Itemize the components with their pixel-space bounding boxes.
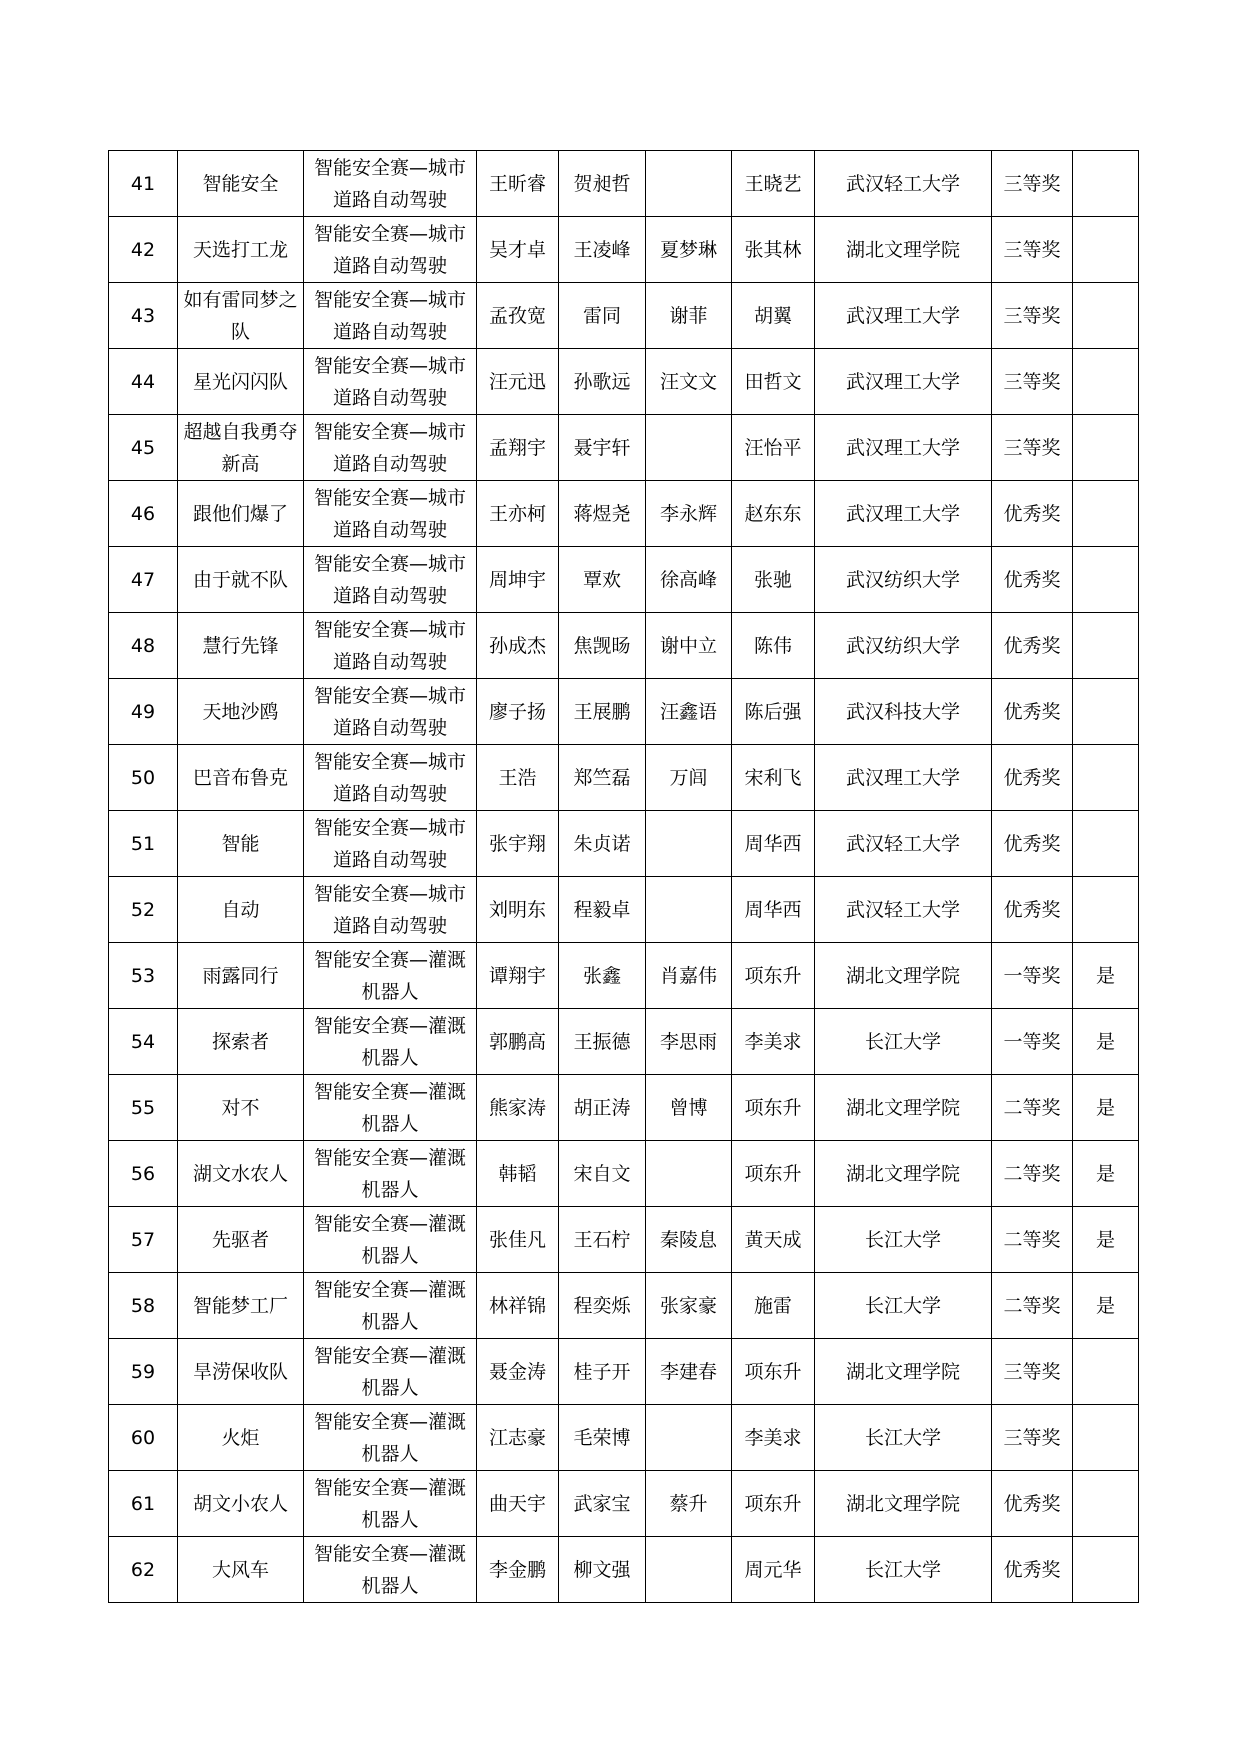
competition-track-cell: 智能安全赛—灌溉机器人 — [304, 1207, 477, 1273]
row-number-cell: 52 — [109, 877, 178, 943]
team-name-cell: 探索者 — [178, 1009, 304, 1075]
advisor-cell: 施雷 — [732, 1273, 815, 1339]
competition-track-cell: 智能安全赛—灌溉机器人 — [304, 1471, 477, 1537]
table-row — [109, 943, 1139, 1009]
row-number-cell: 41 — [109, 151, 178, 217]
school-cell: 湖北文理学院 — [815, 1141, 992, 1207]
member-2-cell: 桂子开 — [559, 1339, 646, 1405]
award-cell: 优秀奖 — [992, 1471, 1073, 1537]
member-3-cell: 夏梦琳 — [646, 217, 732, 283]
award-cell: 优秀奖 — [992, 481, 1073, 547]
table-row — [109, 1537, 1139, 1603]
table-row — [109, 811, 1139, 877]
table-row — [109, 1273, 1139, 1339]
table-row — [109, 1075, 1139, 1141]
table-row — [109, 1405, 1139, 1471]
recommend-flag-cell — [1073, 877, 1139, 943]
member-1-cell: 廖子扬 — [477, 679, 559, 745]
team-name-cell: 智能 — [178, 811, 304, 877]
school-cell: 武汉科技大学 — [815, 679, 992, 745]
team-name-cell: 巴音布鲁克 — [178, 745, 304, 811]
team-name-cell: 自动 — [178, 877, 304, 943]
member-1-cell: 刘明东 — [477, 877, 559, 943]
advisor-cell: 李美求 — [732, 1009, 815, 1075]
table-row — [109, 1141, 1139, 1207]
competition-track-cell: 智能安全赛—灌溉机器人 — [304, 1141, 477, 1207]
recommend-flag-cell — [1073, 1471, 1139, 1537]
member-1-cell: 韩韬 — [477, 1141, 559, 1207]
advisor-cell: 项东升 — [732, 1339, 815, 1405]
award-cell: 二等奖 — [992, 1207, 1073, 1273]
recommend-flag-cell — [1073, 745, 1139, 811]
member-2-cell: 胡正涛 — [559, 1075, 646, 1141]
competition-track-cell: 智能安全赛—城市道路自动驾驶 — [304, 613, 477, 679]
member-2-cell: 焦觊旸 — [559, 613, 646, 679]
award-cell: 优秀奖 — [992, 679, 1073, 745]
member-2-cell: 孙歌远 — [559, 349, 646, 415]
recommend-flag-cell — [1073, 349, 1139, 415]
table-row — [109, 481, 1139, 547]
award-cell: 二等奖 — [992, 1075, 1073, 1141]
member-3-cell — [646, 877, 732, 943]
recommend-flag-cell — [1073, 613, 1139, 679]
table-row — [109, 1339, 1139, 1405]
competition-track-cell: 智能安全赛—灌溉机器人 — [304, 1273, 477, 1339]
competition-track-cell: 智能安全赛—城市道路自动驾驶 — [304, 811, 477, 877]
member-1-cell: 张佳凡 — [477, 1207, 559, 1273]
school-cell: 湖北文理学院 — [815, 217, 992, 283]
competition-track-cell: 智能安全赛—城市道路自动驾驶 — [304, 877, 477, 943]
award-cell: 优秀奖 — [992, 547, 1073, 613]
award-cell: 三等奖 — [992, 217, 1073, 283]
table-row — [109, 349, 1139, 415]
row-number-cell: 57 — [109, 1207, 178, 1273]
competition-track-cell: 智能安全赛—灌溉机器人 — [304, 1405, 477, 1471]
member-2-cell: 郑竺磊 — [559, 745, 646, 811]
school-cell: 武汉理工大学 — [815, 481, 992, 547]
recommend-flag-cell — [1073, 679, 1139, 745]
school-cell: 湖北文理学院 — [815, 1339, 992, 1405]
recommend-flag-cell — [1073, 217, 1139, 283]
member-2-cell: 王振德 — [559, 1009, 646, 1075]
advisor-cell: 胡翼 — [732, 283, 815, 349]
award-cell: 三等奖 — [992, 283, 1073, 349]
member-1-cell: 熊家涛 — [477, 1075, 559, 1141]
recommend-flag-cell — [1073, 811, 1139, 877]
member-2-cell: 程奕烁 — [559, 1273, 646, 1339]
competition-track-cell: 智能安全赛—灌溉机器人 — [304, 1009, 477, 1075]
member-2-cell: 覃欢 — [559, 547, 646, 613]
advisor-cell: 张其林 — [732, 217, 815, 283]
advisor-cell: 黄天成 — [732, 1207, 815, 1273]
advisor-cell: 宋利飞 — [732, 745, 815, 811]
recommend-flag-cell: 是 — [1073, 1207, 1139, 1273]
table-row — [109, 283, 1139, 349]
member-2-cell: 张鑫 — [559, 943, 646, 1009]
table-body — [109, 151, 1139, 1603]
member-3-cell: 汪文文 — [646, 349, 732, 415]
school-cell: 武汉轻工大学 — [815, 811, 992, 877]
team-name-cell: 智能安全 — [178, 151, 304, 217]
school-cell: 长江大学 — [815, 1009, 992, 1075]
member-2-cell: 王石柠 — [559, 1207, 646, 1273]
recommend-flag-cell — [1073, 1405, 1139, 1471]
school-cell: 武汉理工大学 — [815, 745, 992, 811]
team-name-cell: 超越自我勇夺新高 — [178, 415, 304, 481]
member-2-cell: 聂宇轩 — [559, 415, 646, 481]
table-row — [109, 151, 1139, 217]
competition-track-cell: 智能安全赛—城市道路自动驾驶 — [304, 151, 477, 217]
award-cell: 优秀奖 — [992, 877, 1073, 943]
table-row — [109, 877, 1139, 943]
member-3-cell — [646, 1141, 732, 1207]
member-3-cell: 曾博 — [646, 1075, 732, 1141]
member-3-cell: 汪鑫语 — [646, 679, 732, 745]
member-2-cell: 程毅卓 — [559, 877, 646, 943]
advisor-cell: 张驰 — [732, 547, 815, 613]
row-number-cell: 60 — [109, 1405, 178, 1471]
row-number-cell: 59 — [109, 1339, 178, 1405]
advisor-cell: 王晓艺 — [732, 151, 815, 217]
award-cell: 一等奖 — [992, 943, 1073, 1009]
advisor-cell: 周元华 — [732, 1537, 815, 1603]
row-number-cell: 45 — [109, 415, 178, 481]
school-cell: 长江大学 — [815, 1537, 992, 1603]
member-3-cell: 徐高峰 — [646, 547, 732, 613]
award-cell: 三等奖 — [992, 415, 1073, 481]
recommend-flag-cell: 是 — [1073, 1009, 1139, 1075]
table-row — [109, 613, 1139, 679]
award-cell: 优秀奖 — [992, 811, 1073, 877]
row-number-cell: 51 — [109, 811, 178, 877]
member-1-cell: 李金鹏 — [477, 1537, 559, 1603]
recommend-flag-cell: 是 — [1073, 1273, 1139, 1339]
member-1-cell: 孟翔宇 — [477, 415, 559, 481]
row-number-cell: 48 — [109, 613, 178, 679]
school-cell: 武汉纺织大学 — [815, 613, 992, 679]
row-number-cell: 44 — [109, 349, 178, 415]
award-cell: 三等奖 — [992, 151, 1073, 217]
school-cell: 武汉轻工大学 — [815, 151, 992, 217]
advisor-cell: 项东升 — [732, 1075, 815, 1141]
advisor-cell: 陈伟 — [732, 613, 815, 679]
team-name-cell: 智能梦工厂 — [178, 1273, 304, 1339]
advisor-cell: 李美求 — [732, 1405, 815, 1471]
award-cell: 三等奖 — [992, 1339, 1073, 1405]
award-table — [108, 150, 1139, 1603]
member-3-cell: 谢菲 — [646, 283, 732, 349]
member-2-cell: 王凌峰 — [559, 217, 646, 283]
row-number-cell: 56 — [109, 1141, 178, 1207]
member-3-cell — [646, 1405, 732, 1471]
school-cell: 武汉理工大学 — [815, 349, 992, 415]
member-1-cell: 林祥锦 — [477, 1273, 559, 1339]
award-cell: 一等奖 — [992, 1009, 1073, 1075]
recommend-flag-cell — [1073, 547, 1139, 613]
school-cell: 武汉纺织大学 — [815, 547, 992, 613]
row-number-cell: 47 — [109, 547, 178, 613]
recommend-flag-cell — [1073, 1537, 1139, 1603]
team-name-cell: 天地沙鸥 — [178, 679, 304, 745]
team-name-cell: 雨露同行 — [178, 943, 304, 1009]
recommend-flag-cell: 是 — [1073, 1141, 1139, 1207]
award-cell: 优秀奖 — [992, 1537, 1073, 1603]
member-3-cell: 肖嘉伟 — [646, 943, 732, 1009]
competition-track-cell: 智能安全赛—灌溉机器人 — [304, 1537, 477, 1603]
recommend-flag-cell: 是 — [1073, 1075, 1139, 1141]
member-1-cell: 郭鹏高 — [477, 1009, 559, 1075]
advisor-cell: 陈后强 — [732, 679, 815, 745]
member-3-cell: 蔡升 — [646, 1471, 732, 1537]
award-cell: 二等奖 — [992, 1141, 1073, 1207]
member-1-cell: 谭翔宇 — [477, 943, 559, 1009]
member-2-cell: 毛荣博 — [559, 1405, 646, 1471]
member-2-cell: 雷同 — [559, 283, 646, 349]
school-cell: 武汉理工大学 — [815, 415, 992, 481]
advisor-cell: 赵东东 — [732, 481, 815, 547]
school-cell: 长江大学 — [815, 1405, 992, 1471]
row-number-cell: 42 — [109, 217, 178, 283]
team-name-cell: 慧行先锋 — [178, 613, 304, 679]
member-2-cell: 柳文强 — [559, 1537, 646, 1603]
member-1-cell: 曲天宇 — [477, 1471, 559, 1537]
member-1-cell: 王亦柯 — [477, 481, 559, 547]
school-cell: 武汉轻工大学 — [815, 877, 992, 943]
competition-track-cell: 智能安全赛—灌溉机器人 — [304, 1075, 477, 1141]
member-2-cell: 朱贞诺 — [559, 811, 646, 877]
row-number-cell: 61 — [109, 1471, 178, 1537]
recommend-flag-cell — [1073, 415, 1139, 481]
award-cell: 三等奖 — [992, 1405, 1073, 1471]
table-row — [109, 415, 1139, 481]
member-1-cell: 孟孜宽 — [477, 283, 559, 349]
table-row — [109, 1471, 1139, 1537]
competition-track-cell: 智能安全赛—城市道路自动驾驶 — [304, 283, 477, 349]
competition-track-cell: 智能安全赛—城市道路自动驾驶 — [304, 745, 477, 811]
school-cell: 长江大学 — [815, 1273, 992, 1339]
competition-track-cell: 智能安全赛—灌溉机器人 — [304, 1339, 477, 1405]
recommend-flag-cell: 是 — [1073, 943, 1139, 1009]
member-2-cell: 王展鹏 — [559, 679, 646, 745]
recommend-flag-cell — [1073, 283, 1139, 349]
school-cell: 湖北文理学院 — [815, 1075, 992, 1141]
member-2-cell: 贺昶哲 — [559, 151, 646, 217]
member-2-cell: 宋自文 — [559, 1141, 646, 1207]
member-3-cell — [646, 415, 732, 481]
table-row — [109, 1009, 1139, 1075]
table-row — [109, 1207, 1139, 1273]
table-row — [109, 217, 1139, 283]
member-3-cell: 李建春 — [646, 1339, 732, 1405]
member-3-cell: 万闾 — [646, 745, 732, 811]
team-name-cell: 火炬 — [178, 1405, 304, 1471]
advisor-cell: 项东升 — [732, 943, 815, 1009]
table-row — [109, 547, 1139, 613]
award-cell: 优秀奖 — [992, 745, 1073, 811]
member-3-cell: 谢中立 — [646, 613, 732, 679]
competition-track-cell: 智能安全赛—城市道路自动驾驶 — [304, 481, 477, 547]
competition-track-cell: 智能安全赛—城市道路自动驾驶 — [304, 217, 477, 283]
team-name-cell: 湖文水农人 — [178, 1141, 304, 1207]
team-name-cell: 大风车 — [178, 1537, 304, 1603]
member-1-cell: 聂金涛 — [477, 1339, 559, 1405]
member-3-cell — [646, 811, 732, 877]
school-cell: 湖北文理学院 — [815, 943, 992, 1009]
award-cell: 优秀奖 — [992, 613, 1073, 679]
recommend-flag-cell — [1073, 1339, 1139, 1405]
member-1-cell: 王昕睿 — [477, 151, 559, 217]
competition-track-cell: 智能安全赛—灌溉机器人 — [304, 943, 477, 1009]
member-2-cell: 武家宝 — [559, 1471, 646, 1537]
member-3-cell — [646, 1537, 732, 1603]
member-1-cell: 周坤宇 — [477, 547, 559, 613]
competition-track-cell: 智能安全赛—城市道路自动驾驶 — [304, 349, 477, 415]
school-cell: 武汉理工大学 — [815, 283, 992, 349]
award-cell: 三等奖 — [992, 349, 1073, 415]
member-3-cell: 李思雨 — [646, 1009, 732, 1075]
member-3-cell: 李永辉 — [646, 481, 732, 547]
member-1-cell: 江志豪 — [477, 1405, 559, 1471]
team-name-cell: 天选打工龙 — [178, 217, 304, 283]
advisor-cell: 周华西 — [732, 877, 815, 943]
row-number-cell: 58 — [109, 1273, 178, 1339]
row-number-cell: 55 — [109, 1075, 178, 1141]
row-number-cell: 46 — [109, 481, 178, 547]
row-number-cell: 62 — [109, 1537, 178, 1603]
advisor-cell: 周华西 — [732, 811, 815, 877]
member-1-cell: 汪元迅 — [477, 349, 559, 415]
table-row — [109, 679, 1139, 745]
member-2-cell: 蒋煜尧 — [559, 481, 646, 547]
recommend-flag-cell — [1073, 481, 1139, 547]
team-name-cell: 由于就不队 — [178, 547, 304, 613]
advisor-cell: 田哲文 — [732, 349, 815, 415]
team-name-cell: 星光闪闪队 — [178, 349, 304, 415]
member-3-cell: 秦陵息 — [646, 1207, 732, 1273]
award-cell: 二等奖 — [992, 1273, 1073, 1339]
competition-track-cell: 智能安全赛—城市道路自动驾驶 — [304, 679, 477, 745]
advisor-cell: 项东升 — [732, 1141, 815, 1207]
member-1-cell: 王浩 — [477, 745, 559, 811]
team-name-cell: 胡文小农人 — [178, 1471, 304, 1537]
row-number-cell: 50 — [109, 745, 178, 811]
table-row — [109, 745, 1139, 811]
advisor-cell: 项东升 — [732, 1471, 815, 1537]
recommend-flag-cell — [1073, 151, 1139, 217]
member-1-cell: 孙成杰 — [477, 613, 559, 679]
row-number-cell: 54 — [109, 1009, 178, 1075]
team-name-cell: 跟他们爆了 — [178, 481, 304, 547]
row-number-cell: 49 — [109, 679, 178, 745]
member-3-cell — [646, 151, 732, 217]
competition-track-cell: 智能安全赛—城市道路自动驾驶 — [304, 547, 477, 613]
advisor-cell: 汪怡平 — [732, 415, 815, 481]
team-name-cell: 对不 — [178, 1075, 304, 1141]
row-number-cell: 43 — [109, 283, 178, 349]
row-number-cell: 53 — [109, 943, 178, 1009]
member-3-cell: 张家豪 — [646, 1273, 732, 1339]
member-1-cell: 吴才卓 — [477, 217, 559, 283]
team-name-cell: 旱涝保收队 — [178, 1339, 304, 1405]
member-1-cell: 张宇翔 — [477, 811, 559, 877]
team-name-cell: 如有雷同梦之队 — [178, 283, 304, 349]
competition-track-cell: 智能安全赛—城市道路自动驾驶 — [304, 415, 477, 481]
school-cell: 长江大学 — [815, 1207, 992, 1273]
school-cell: 湖北文理学院 — [815, 1471, 992, 1537]
team-name-cell: 先驱者 — [178, 1207, 304, 1273]
